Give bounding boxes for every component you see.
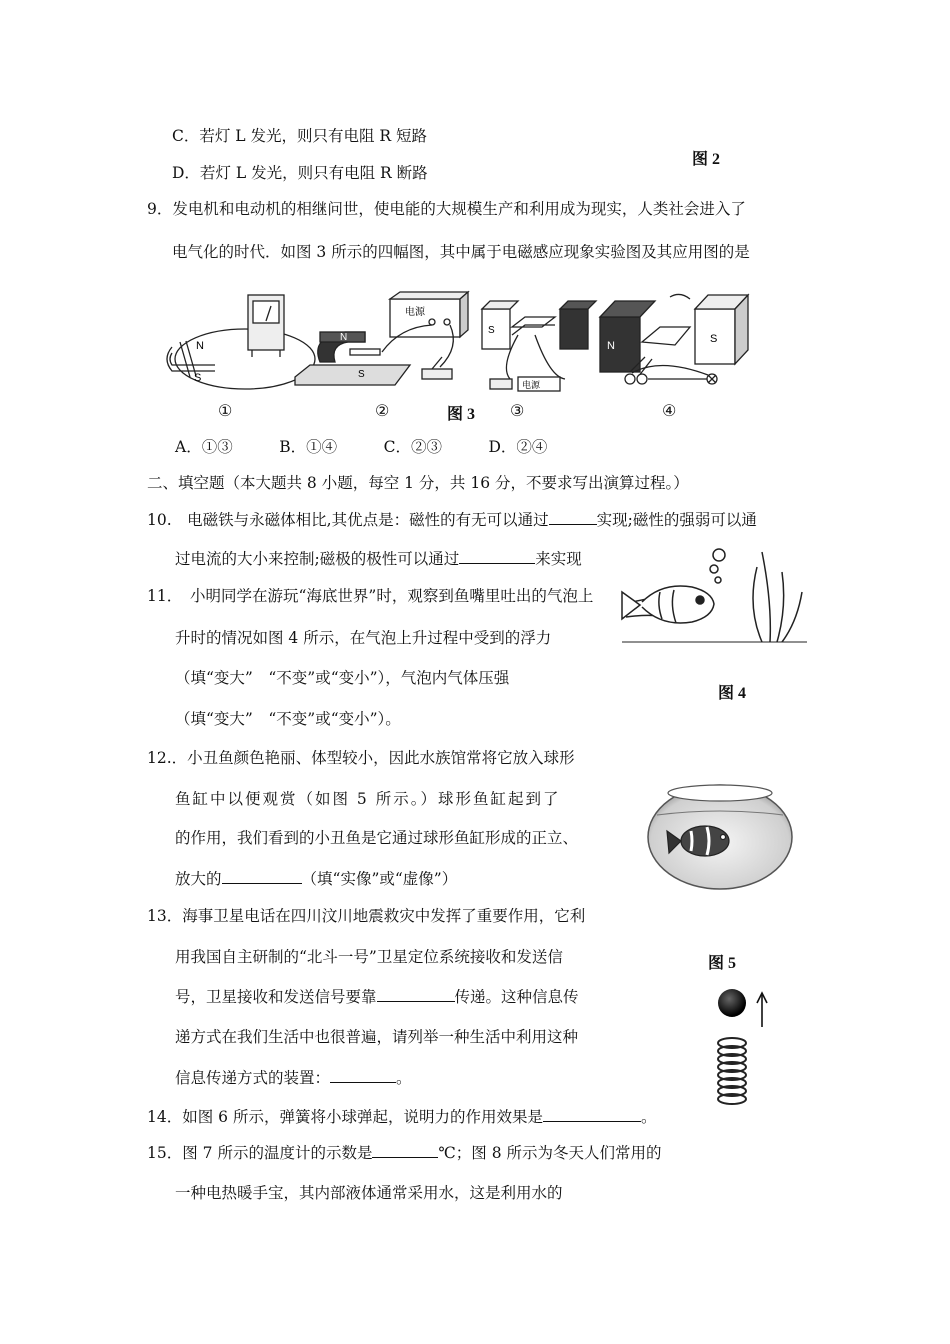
fig3-p2-s-label: S <box>358 369 365 380</box>
q10-blank-2 <box>459 549 535 564</box>
q10-text-2a: 过电流的大小来控制;磁极的极性可以通过 <box>175 550 460 568</box>
q13-text-5b: 。 <box>396 1069 412 1087</box>
q10-text-1b: 实现;磁性的强弱可以通 <box>596 511 757 529</box>
q15-text-1b: ℃；图 8 所示为冬天人们常用的 <box>438 1144 662 1162</box>
q10-line-2 <box>175 549 622 569</box>
q11-line-2: 升时的情况如图 4 所示，在气泡上升过程中受到的浮力 <box>175 629 552 647</box>
q12-text-4b: （填“实像”或“虚像”） <box>301 870 458 888</box>
fig3-panel-2 <box>295 292 468 385</box>
q14-text-a: 14．如图 6 所示，弹簧将小球弹起，说明力的作用效果是 <box>147 1108 543 1126</box>
figure-5-caption: 图 5 <box>708 955 737 972</box>
section-2-heading: 二、填空题（本大题共 8 小题，每空 1 分，共 16 分，不要求写出演算过程。） <box>147 474 689 492</box>
q12-line-4 <box>175 869 457 889</box>
q13-line-2: 用我国自主研制的“北斗一号”卫星定位系统接收和发送信 <box>175 948 563 966</box>
fig3-label-2: ② <box>375 401 390 420</box>
q9-line-1: 9．发电机和电动机的相继问世，使电能的大规模生产和利用成为现实，人类社会进入了 <box>147 200 746 218</box>
fig3-p4-n-label: N <box>607 340 615 352</box>
q10-blank-1 <box>549 510 597 525</box>
q15-line-2: 一种电热暖手宝，其内部液体通常采用水，这是利用水的 <box>175 1184 563 1202</box>
q10-text-2b: 来实现 <box>535 550 582 568</box>
figure-6-spring-image <box>710 985 780 1115</box>
fig3-p2-power-label: 电源 <box>405 307 425 318</box>
fig3-p3-power-label: 电源 <box>522 381 541 391</box>
fig3-p3-s-label: S <box>488 325 495 336</box>
q14-text-b: 。 <box>640 1108 657 1126</box>
fig3-p4-s-label: S <box>710 333 718 345</box>
q9-options: A．①③ B．①④ C．②③ D．②④ <box>175 438 548 456</box>
q13-line-4: 递方式在我们生活中也很普遍，请列举一种生活中利用这种 <box>175 1028 579 1046</box>
q8-option-c: C．若灯 L 发光，则只有电阻 R 短路 <box>172 127 428 145</box>
q13-text-3a: 号，卫星接收和发送信号要靠 <box>175 988 377 1006</box>
q15-text-1a: 15．图 7 所示的温度计的示数是 <box>147 1144 373 1162</box>
q12-line-1: 12.．小丑鱼颜色艳丽、体型较小，因此水族馆常将它放入球形 <box>147 749 575 767</box>
figure-3-caption: 图 3 <box>447 406 476 423</box>
fig3-panel-1 <box>167 295 315 389</box>
q9-line-2: 电气化的时代．如图 3 所示的四幅图，其中属于电磁感应现象实验图及其应用图的是 <box>172 243 750 261</box>
q13-text-3b: 传递。这种信息传 <box>454 988 579 1006</box>
fig3-panel-3 <box>482 301 596 391</box>
q10-line-1 <box>147 510 757 530</box>
q11-line-4: （填“变大” “不变”或“变小”）。 <box>175 710 401 728</box>
q14-blank <box>543 1107 641 1122</box>
q15-line-1 <box>147 1143 662 1163</box>
fig3-panel-4 <box>600 294 748 384</box>
q10-text-1a: 10. 电磁铁与永磁体相比,其优点是：磁性的有无可以通过 <box>147 511 549 529</box>
fig3-label-4: ④ <box>662 401 677 420</box>
q8-option-d: D．若灯 L 发光，则只有电阻 R 断路 <box>172 164 428 182</box>
q13-line-1: 13．海事卫星电话在四川汶川地震救灾中发挥了重要作用，它利 <box>147 907 586 925</box>
figure-3-diagram <box>160 287 760 402</box>
figure-5-fishbowl-image <box>645 775 795 890</box>
q12-text-4a: 放大的 <box>175 870 222 888</box>
q13-line-5 <box>175 1068 412 1088</box>
fig3-p1-n-label: N <box>196 340 204 352</box>
q12-blank <box>222 869 302 884</box>
figure-4-fish-image <box>622 547 807 647</box>
fig3-p2-n-label: N <box>340 332 348 343</box>
q12-line-3: 的作用，我们看到的小丑鱼是它通过球形鱼缸形成的正立、 <box>175 829 579 847</box>
q13-blank-2 <box>330 1068 396 1083</box>
fig3-label-1: ① <box>218 401 233 420</box>
q13-text-5a: 信息传递方式的装置： <box>175 1069 331 1087</box>
q14-line <box>147 1107 656 1127</box>
q15-blank-1 <box>372 1143 438 1158</box>
fig3-label-3: ③ <box>510 401 525 420</box>
q13-blank-1 <box>377 987 455 1002</box>
q11-line-1: 11． 小明同学在游玩“海底世界”时，观察到鱼嘴里吐出的气泡上 <box>147 587 594 605</box>
q11-line-3: （填“变大” “不变”或“变小”），气泡内气体压强 <box>175 669 510 687</box>
figure-2-caption: 图 2 <box>692 151 721 168</box>
fig3-p1-s-label: S <box>194 372 202 384</box>
q12-line-2: 鱼缸中以便观赏（如图 5 所示。）球形鱼缸起到了 <box>175 790 561 808</box>
figure-4-caption: 图 4 <box>718 685 747 702</box>
q13-line-3 <box>175 987 579 1007</box>
